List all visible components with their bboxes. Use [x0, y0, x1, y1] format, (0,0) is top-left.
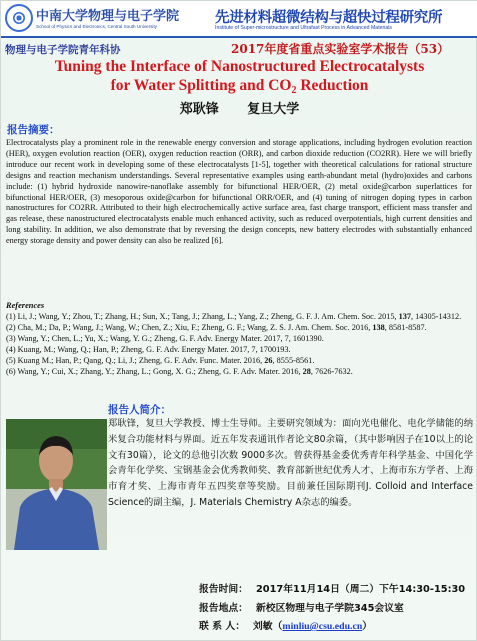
- speaker-photo: [6, 419, 107, 550]
- reference-item: (4) Kuang, M.; Wang, Q.; Han, P.; Zheng, G. F. Adv. Energy Mater. 2017, 7, 1700193.: [6, 344, 291, 354]
- school-name-cn: 中南大学物理与电子学院: [36, 9, 180, 24]
- organizer-label: 物理与电子学院青年科协: [5, 44, 121, 56]
- speaker-line: [1, 98, 477, 117]
- references-heading: References: [6, 301, 45, 310]
- reference-item: (1) Li, J.; Wang, Y.; Zhou, T.; Zhang, H.; Sun, X.; Tang, J.; Zhang, L.; Yang, Z.; Zheng, G. F. J. Am. Chem. Soc. 2015, 137, 14305-14312.: [6, 312, 462, 321]
- reference-item: (6) Wang, Y.; Cui, X.; Zhang, Y.; Zhang, L.; Gong, X. G.; Zheng, G. F. Adv. Mater. 2016, 28, 7626-7632.: [6, 366, 353, 376]
- contact-email-link[interactable]: minliu@csu.edu.cn: [282, 621, 363, 632]
- university-logo-icon: [5, 4, 33, 32]
- header-banner: [1, 1, 477, 38]
- place-value: 新校区物理与电子学院345会议室: [255, 603, 404, 614]
- reference-item: (2) Cha, M.; Da, P.; Wang, J.; Wang, W.; Chen, Z.; Xiu, F.; Zheng, G. F.; Wang, Z. S. J. Am. Chem. Soc. 2016, 138, 8581-8587.: [6, 322, 427, 332]
- institute-name-cn: 先进材料超微结构与超快过程研究所: [215, 10, 443, 26]
- speaker-portrait-image: [6, 419, 107, 550]
- bio-heading: 报告人简介：: [108, 404, 171, 416]
- bio-text: 郑耿锋，复旦大学教授、博士生导师。主要研究领域为：面向光电催化、电化学储能的纳米复合功能材料与界面。近五年发表通讯作者论文80余篇，（其中影响因子在10以上的论文有30篇），论文的总他引次数 9000多次。曾获得基金委优秀青年科学基金、中国化学会青年化学奖、宝钢基金会优秀教师奖、教育部新世纪优秀人才、上海市东方学者、上海市育才奖、上海市青年五四奖章等奖励。目前兼任国际期刊J. Colloid and Interface Science的副主编，J. Materials Chemistry A杂志的编委。: [108, 418, 473, 508]
- time-row: 报告时间： 2017年11月14日（周二）下午14:30-15:30: [199, 584, 466, 595]
- school-name-en: School of Physics and Electronics, Central South University: [36, 24, 158, 29]
- speaker-name: 郑耿锋: [179, 102, 219, 117]
- time-value: 2017年11月14日（周二）下午14:30-15:30: [255, 584, 466, 595]
- references-list: [6, 312, 472, 377]
- reference-item: (5) Kuang M.; Han, P.; Qang, Q.; Li, J.; Zheng, G. F. Adv. Func. Mater. 2016, 26, 8555-8561.: [6, 355, 315, 365]
- talk-title-line1: Tuning the Interface of Nanostructured Electrocatalysts: [54, 58, 425, 75]
- contact-row: 联 系 人： 刘敏（minliu@csu.edu.cn）: [199, 621, 373, 632]
- speaker-affiliation: 复旦大学: [247, 102, 300, 117]
- series-label: 2017年度省重点实验室学术报告（53）: [231, 42, 450, 56]
- talk-title-line2: for Water Splitting and $CO_2$ Reduction: [110, 77, 369, 96]
- place-row: 报告地点： 新校区物理与电子学院345会议室: [199, 603, 404, 614]
- institute-name-en: Institute of Super-microstructure and Ultrafast Process in Advanced Materials: [215, 25, 393, 31]
- contact-name: 刘敏（: [253, 621, 283, 632]
- reference-item: (3) Wang, Y.; Chen, L.; Yu, X.; Wang, Y. G.; Zheng, G. F. Adv. Energy Mater. 2017, 7, 1601390.: [6, 333, 324, 343]
- abstract-heading: 报告摘要：: [7, 124, 60, 136]
- abstract-text: Electrocatalysts play a prominent role in the renewable energy conversion and storage applications, including hydrogen evolution reaction (HER), oxygen evolution reaction (OER), oxygen reduction reaction (ORR), and carbon dioxide reduction (CO2RR). Here we will briefly introduce our recent work in developing some of these electrocatalysts [1-5], together with theoretical calculations for rational structure designs and reaction mechanism understandings. Several representative examples using earth-abundant metal (hydro)oxides and carbons include: (1) hybrid hydroxide nanowire-nanoflake assembly for bifunctional HER/OER, (2) metal oxide@carbon superlattices for bifunctional HER/OER, (3) mesoporous oxide@carbon for bifunctional ORR/OER, and (4) tuning of nitrogen doping types in carbon nanostructures for CO2RR. Attributed to their high electrochemically active surface area, fast charge transport, efficient mass transfer and gas release, these nanostructured electrocatalysts enable much enhanced activity, such as reduced overpotentials, high current densities and long stability. In addition, we also demonstrate that by reversing the design concepts, new battery electrodes with substantially enhanced energy storage density and power density can also be realized [6].: [6, 138, 472, 246]
